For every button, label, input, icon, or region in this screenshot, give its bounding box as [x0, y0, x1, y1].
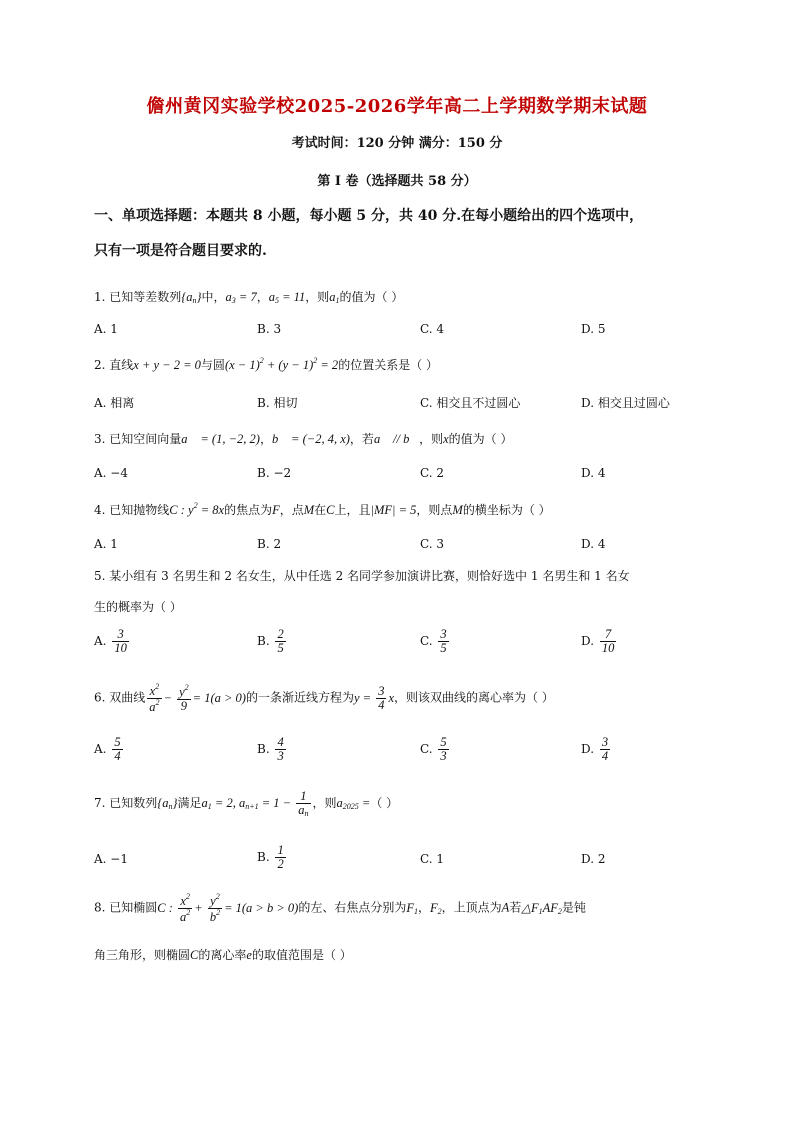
section-heading-line1: 一、单项选择题：本题共 8 小题，每小题 5 分，共 40 分.在每小题给出的四个选项中，	[94, 208, 644, 224]
q3-option-b: B. −2	[257, 466, 292, 480]
exam-info: 考试时间：120 分钟 满分：150 分	[291, 136, 503, 151]
volume-heading: 第 I 卷（选择题共 58 分）	[317, 174, 477, 189]
question-5-line2: 生的概率为（ ）	[94, 600, 182, 614]
q1-option-c: C. 4	[420, 322, 445, 336]
question-6: 6. 双曲线 $\frac{x^2}{a^2}$ − $\frac{y^2}{9}$ = 1(a > 0)的一条渐近线方程为y = $\frac{3}{4}$ x，则该双曲线的离心率为（ ）	[94, 682, 554, 715]
q4-option-a: A. 1	[94, 537, 118, 551]
q3-option-d: D. 4	[581, 466, 606, 480]
q4-option-c: C. 3	[420, 537, 445, 551]
q6-option-c: C. $\frac{5}{3}$	[420, 735, 447, 764]
q4-option-d: D. 4	[581, 537, 606, 551]
q3-option-a: A. −4	[94, 466, 128, 480]
question-5-line1: 5. 某小组有 3 名男生和 2 名女生，从中任选 2 名同学参加演讲比赛，则恰好选中 1 名男生和 1 名女	[94, 569, 630, 583]
q6-option-a: A. $\frac{5}{4}$	[94, 735, 121, 764]
q1-option-d: D. 5	[581, 322, 606, 336]
question-4: 4. 已知抛物线C : $y^2 = 8x$的焦点为F，点M在C上，且|MF| = 5，则点M的横坐标为（ ）	[94, 501, 551, 517]
q5-option-b: B. $\frac{2}{5}$	[257, 627, 284, 656]
question-1: 1. 已知等差数列$\{a_n\}$中，$a_3 = 7$，$a_5 = 11$，则$a_1$的值为（ ）	[94, 290, 404, 305]
q1-option-b: B. 3	[257, 322, 282, 336]
q7-option-c: C. 1	[420, 852, 445, 866]
q5-option-c: C. $\frac{3}{5}$	[420, 627, 447, 656]
question-8-line2: 角三角形，则椭圆C的离心率e的取值范围是（ ）	[94, 948, 352, 962]
q6-option-b: B. $\frac{4}{3}$	[257, 735, 284, 764]
q5-option-d: D. $\frac{7}{10}$	[581, 627, 615, 656]
q2-option-a: A. 相离	[94, 396, 135, 410]
q7-option-b: B. $\frac{1}{2}$	[257, 843, 284, 872]
question-7: 7. 已知数列$\{a_n\}$满足$a_1 = 2$, $a_{n+1} = 1$ − $\frac{1}{a_n}$ ，则$a_{2025}$ =（ ）	[94, 789, 399, 819]
q7-option-d: D. 2	[581, 852, 606, 866]
question-8-line1: 8. 已知椭圆C : $\frac{x^2}{a^2}$ + $\frac{y^2}{b^2}$ = 1(a > b > 0)的左、右焦点分别为$F_1$，$F_2$，上顶点为A若$\triangle F_1AF_2$是钝	[94, 892, 586, 925]
q7-option-a: A. −1	[94, 852, 128, 866]
q3-option-c: C. 2	[420, 466, 445, 480]
q6-option-d: D. $\frac{3}{4}$	[581, 735, 609, 764]
question-3: 3. 已知空间向量a⃗ = (1, −2, 2)，b⃗ = (−2, 4, x)，若a⃗ // b⃗，则x的值为（ ）	[94, 432, 513, 446]
q1-option-a: A. 1	[94, 322, 118, 336]
q4-option-b: B. 2	[257, 537, 282, 551]
question-2: 2. 直线x + y − 2 = 0与圆$(x - 1)^2 + (y - 1)^2 = 2$的位置关系是（ ）	[94, 356, 439, 372]
exam-title: 儋州黄冈实验学校2025-2026学年高二上学期数学期末试题	[146, 96, 648, 117]
q2-option-c: C. 相交且不过圆心	[420, 396, 521, 410]
q2-option-d: D. 相交且过圆心	[581, 396, 670, 410]
section-heading-line2: 只有一项是符合题目要求的.	[94, 243, 267, 259]
q2-option-b: B. 相切	[257, 396, 298, 410]
q5-option-a: A. $\frac{3}{10}$	[94, 627, 127, 656]
